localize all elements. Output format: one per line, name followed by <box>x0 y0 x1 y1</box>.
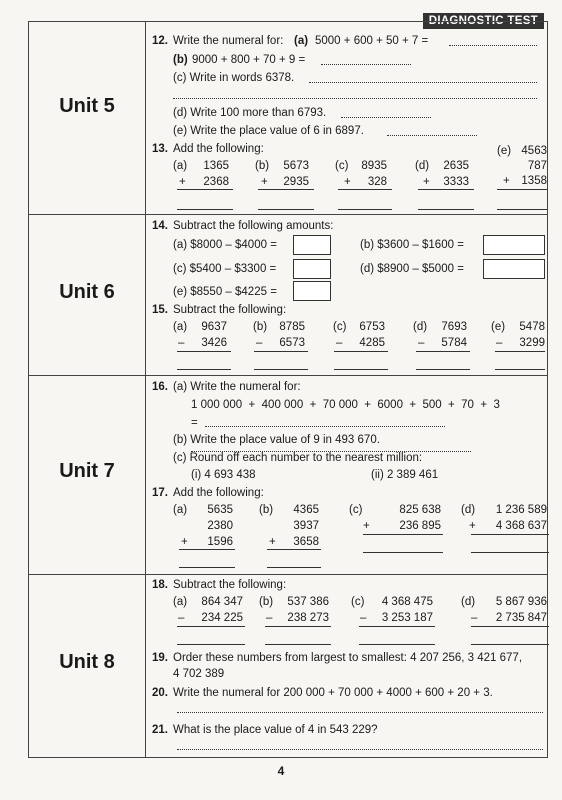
q13-prompt: Add the following: <box>173 143 264 155</box>
q17-a-line3: 1596 <box>207 536 233 548</box>
q18-d-minus: – <box>471 612 478 624</box>
q15-a-label: (a) <box>173 321 188 333</box>
q15-a-top: 9637 <box>201 321 227 333</box>
q15-a-answer-line[interactable] <box>177 369 231 370</box>
q17-b-line3: 3658 <box>293 536 319 548</box>
q15-d-answer-line[interactable] <box>416 369 470 370</box>
q18-prompt: Subtract the following: <box>173 579 287 591</box>
q12-e-answer-line[interactable] <box>387 135 477 136</box>
q18-d-bottom: 2 735 847 <box>495 612 547 624</box>
diagnostic-test-badge: DIAGNOSTIC TEST <box>423 13 544 29</box>
q18-a-answer-line[interactable] <box>177 644 245 645</box>
q13-d-bottom: 3333 <box>443 176 469 188</box>
q13-b-top: 5673 <box>283 160 309 172</box>
q13-c-plus: + <box>344 176 351 188</box>
q15-a-bottom: 3426 <box>201 337 227 349</box>
q15-d-bottom: 5784 <box>441 337 467 349</box>
q17-prompt: Add the following: <box>173 487 264 499</box>
q12-c-answer-line-2[interactable] <box>173 98 537 99</box>
q15-c-top: 6753 <box>359 321 385 333</box>
unit-label-5: Unit 5 <box>59 95 115 117</box>
q12-prompt: Write the numeral for: <box>173 35 284 47</box>
q12-b-answer-line[interactable] <box>321 64 411 65</box>
q21-text: What is the place value of 4 in 543 229? <box>173 724 378 736</box>
q13-e-line3: 1358 <box>521 175 547 187</box>
q16-a-text: (a) Write the numeral for: <box>173 381 301 393</box>
q13-b-sum-line <box>258 189 314 190</box>
q13-number: 13. <box>152 143 168 155</box>
q16-c-text: (c) Round off each number to the nearest million: <box>173 452 423 464</box>
q20-text: Write the numeral for 200 000 + 70 000 + 4000 + 600 + 20 + 3. <box>173 687 493 699</box>
q18-a-line <box>177 626 245 627</box>
q12-d-answer-line[interactable] <box>341 117 431 118</box>
q12-d-text: (d) Write 100 more than 6793. <box>173 107 327 119</box>
q15-d-top: 7693 <box>441 321 467 333</box>
q13-a-bottom: 2368 <box>203 176 229 188</box>
q14-number: 14. <box>152 220 168 232</box>
q12-c-answer-line[interactable] <box>309 82 537 83</box>
q13-b-answer-line[interactable] <box>258 209 314 210</box>
q12-a-expression: 5000 + 600 + 50 + 7 = <box>315 35 429 47</box>
row-divider <box>29 375 547 376</box>
q13-e-sum-line <box>497 189 547 190</box>
q18-b-bottom: 238 273 <box>287 612 329 624</box>
q18-b-line <box>265 626 331 627</box>
q17-d-line2: 4 368 637 <box>495 520 547 532</box>
q17-d-label: (d) <box>461 504 476 516</box>
q17-a-answer-line[interactable] <box>179 567 235 568</box>
q13-d-label: (d) <box>415 160 430 172</box>
q17-a-sum-line <box>179 549 235 550</box>
q17-c-sum-line <box>363 534 443 535</box>
q17-d-sum-line <box>471 534 549 535</box>
q16-equals: = <box>191 417 198 429</box>
q17-c-line1: 825 638 <box>399 504 441 516</box>
q13-c-label: (c) <box>335 160 349 172</box>
q17-b-plus: + <box>269 536 276 548</box>
q13-a-answer-line[interactable] <box>177 209 233 210</box>
unit-label-7: Unit 7 <box>59 460 115 482</box>
q20-number: 20. <box>152 687 168 699</box>
q14-e-answer-box[interactable] <box>293 281 331 301</box>
q17-c-plus: + <box>363 520 370 532</box>
q19-number: 19. <box>152 652 168 664</box>
q17-b-line2: 3937 <box>293 520 319 532</box>
q15-b-top: 8785 <box>279 321 305 333</box>
q17-c-answer-line[interactable] <box>363 552 443 553</box>
q14-c-answer-box[interactable] <box>293 259 331 279</box>
q15-c-minus: – <box>336 337 343 349</box>
q16-c-ii: (ii) 2 389 461 <box>371 469 439 481</box>
q15-prompt: Subtract the following: <box>173 304 287 316</box>
q13-c-bottom: 328 <box>367 176 387 188</box>
q13-d-sum-line <box>418 189 474 190</box>
q19-text-line2: 4 702 389 <box>173 668 225 680</box>
q17-b-label: (b) <box>259 504 274 516</box>
q16-number: 16. <box>152 381 168 393</box>
q16-c-i: (i) 4 693 438 <box>191 469 256 481</box>
q15-c-bottom: 4285 <box>359 337 385 349</box>
q14-a-answer-box[interactable] <box>293 235 331 255</box>
q15-e-answer-line[interactable] <box>495 369 545 370</box>
q13-a-top: 1365 <box>203 160 229 172</box>
q18-c-answer-line[interactable] <box>359 644 435 645</box>
column-divider <box>145 22 146 757</box>
q15-e-bottom: 3299 <box>519 337 545 349</box>
q18-number: 18. <box>152 579 168 591</box>
q14-a-text: (a) $8000 – $4000 = <box>173 239 277 251</box>
q18-a-top: 864 347 <box>201 596 243 608</box>
q18-c-bottom: 3 253 187 <box>381 612 433 624</box>
q17-b-answer-line[interactable] <box>267 567 321 568</box>
q16-b-text: (b) Write the place value of 9 in 493 670. <box>173 434 380 446</box>
q12-b-expression: 9000 + 800 + 70 + 9 = <box>192 54 306 66</box>
q18-b-minus: – <box>266 612 273 624</box>
q18-d-line <box>471 626 549 627</box>
q13-e-line2: 787 <box>527 160 547 172</box>
page-number: 4 <box>277 764 285 778</box>
q15-d-minus: – <box>418 337 425 349</box>
q18-a-bottom: 234 225 <box>201 612 243 624</box>
q15-a-minus: – <box>178 337 185 349</box>
row-divider <box>29 574 547 575</box>
q13-b-plus: + <box>261 176 268 188</box>
q21-number: 21. <box>152 724 168 736</box>
q15-e-line <box>495 351 545 352</box>
q13-e-line1: 4563 <box>521 145 547 157</box>
q15-d-label: (d) <box>413 321 428 333</box>
q14-d-answer-box[interactable] <box>483 259 545 279</box>
q14-prompt: Subtract the following amounts: <box>173 220 334 232</box>
q17-a-label: (a) <box>173 504 188 516</box>
q13-e-label: (e) <box>497 145 512 157</box>
q15-b-label: (b) <box>253 321 268 333</box>
unit-label-8: Unit 8 <box>59 651 115 673</box>
q12-number: 12. <box>152 35 168 47</box>
q15-c-answer-line[interactable] <box>334 369 388 370</box>
q18-d-top: 5 867 936 <box>495 596 547 608</box>
q15-c-line <box>334 351 388 352</box>
q17-b-line1: 4365 <box>293 504 319 516</box>
q13-b-bottom: 2935 <box>283 176 309 188</box>
q13-d-plus: + <box>423 176 430 188</box>
q18-b-answer-line[interactable] <box>265 644 331 645</box>
q17-number: 17. <box>152 487 168 499</box>
q12-c-text: (c) Write in words 6378. <box>173 72 295 84</box>
q18-b-top: 537 386 <box>287 596 329 608</box>
q14-c-text: (c) $5400 – $3300 = <box>173 263 277 275</box>
test-table <box>28 21 548 758</box>
q14-b-text: (b) $3600 – $1600 = <box>360 239 464 251</box>
q15-e-minus: – <box>496 337 503 349</box>
q16-a-answer-line[interactable] <box>205 426 445 427</box>
q13-e-answer-line[interactable] <box>497 209 547 210</box>
q18-c-label: (c) <box>351 596 365 608</box>
q18-d-label: (d) <box>461 596 476 608</box>
q17-c-label: (c) <box>349 504 363 516</box>
q15-b-line <box>254 351 308 352</box>
q18-a-minus: – <box>178 612 185 624</box>
q18-c-line <box>359 626 435 627</box>
q14-b-answer-box[interactable] <box>483 235 545 255</box>
q15-e-label: (e) <box>491 321 506 333</box>
q15-b-minus: – <box>256 337 263 349</box>
q15-e-top: 5478 <box>519 321 545 333</box>
q18-c-minus: – <box>360 612 367 624</box>
q18-c-top: 4 368 475 <box>381 596 433 608</box>
q19-text-line1: Order these numbers from largest to smallest: 4 207 256, 3 421 677, <box>173 652 523 664</box>
q15-c-label: (c) <box>333 321 347 333</box>
q13-a-plus: + <box>179 176 186 188</box>
q17-d-answer-line[interactable] <box>471 552 549 553</box>
q12-a-answer-line[interactable] <box>449 45 537 46</box>
q13-b-label: (b) <box>255 160 270 172</box>
q17-a-line1: 5635 <box>207 504 233 516</box>
q12-e-text: (e) Write the place value of 6 in 6897. <box>173 125 364 137</box>
q18-a-label: (a) <box>173 596 188 608</box>
q15-b-answer-line[interactable] <box>254 369 308 370</box>
q15-d-line <box>416 351 470 352</box>
unit-label-6: Unit 6 <box>59 281 115 303</box>
q13-d-answer-line[interactable] <box>418 209 474 210</box>
q13-d-top: 2635 <box>443 160 469 172</box>
q17-c-line2: 236 895 <box>399 520 441 532</box>
q12-b-label: (b) <box>173 54 188 66</box>
q14-e-text: (e) $8550 – $4225 = <box>173 286 277 298</box>
q15-a-line <box>177 351 231 352</box>
q17-a-line2: 2380 <box>207 520 233 532</box>
q16-expression: 1 000 000 + 400 000 + 70 000 + 6000 + 500 + 70 + 3 <box>191 399 500 411</box>
q18-b-label: (b) <box>259 596 274 608</box>
q17-b-sum-line <box>267 549 321 550</box>
q15-number: 15. <box>152 304 168 316</box>
q12-a-label: (a) <box>294 35 309 47</box>
q20-answer-line[interactable] <box>177 712 543 713</box>
row-divider <box>29 214 547 215</box>
q13-c-sum-line <box>338 189 392 190</box>
q13-a-sum-line <box>177 189 233 190</box>
q13-c-top: 8935 <box>361 160 387 172</box>
q15-b-bottom: 6573 <box>279 337 305 349</box>
q17-a-plus: + <box>181 536 188 548</box>
q21-answer-line[interactable] <box>177 749 543 750</box>
q13-e-plus: + <box>503 175 510 187</box>
q18-d-answer-line[interactable] <box>471 644 549 645</box>
q13-a-label: (a) <box>173 160 188 172</box>
q13-c-answer-line[interactable] <box>338 209 392 210</box>
q17-d-line1: 1 236 589 <box>495 504 547 516</box>
q14-d-text: (d) $8900 – $5000 = <box>360 263 464 275</box>
q17-d-plus: + <box>469 520 476 532</box>
